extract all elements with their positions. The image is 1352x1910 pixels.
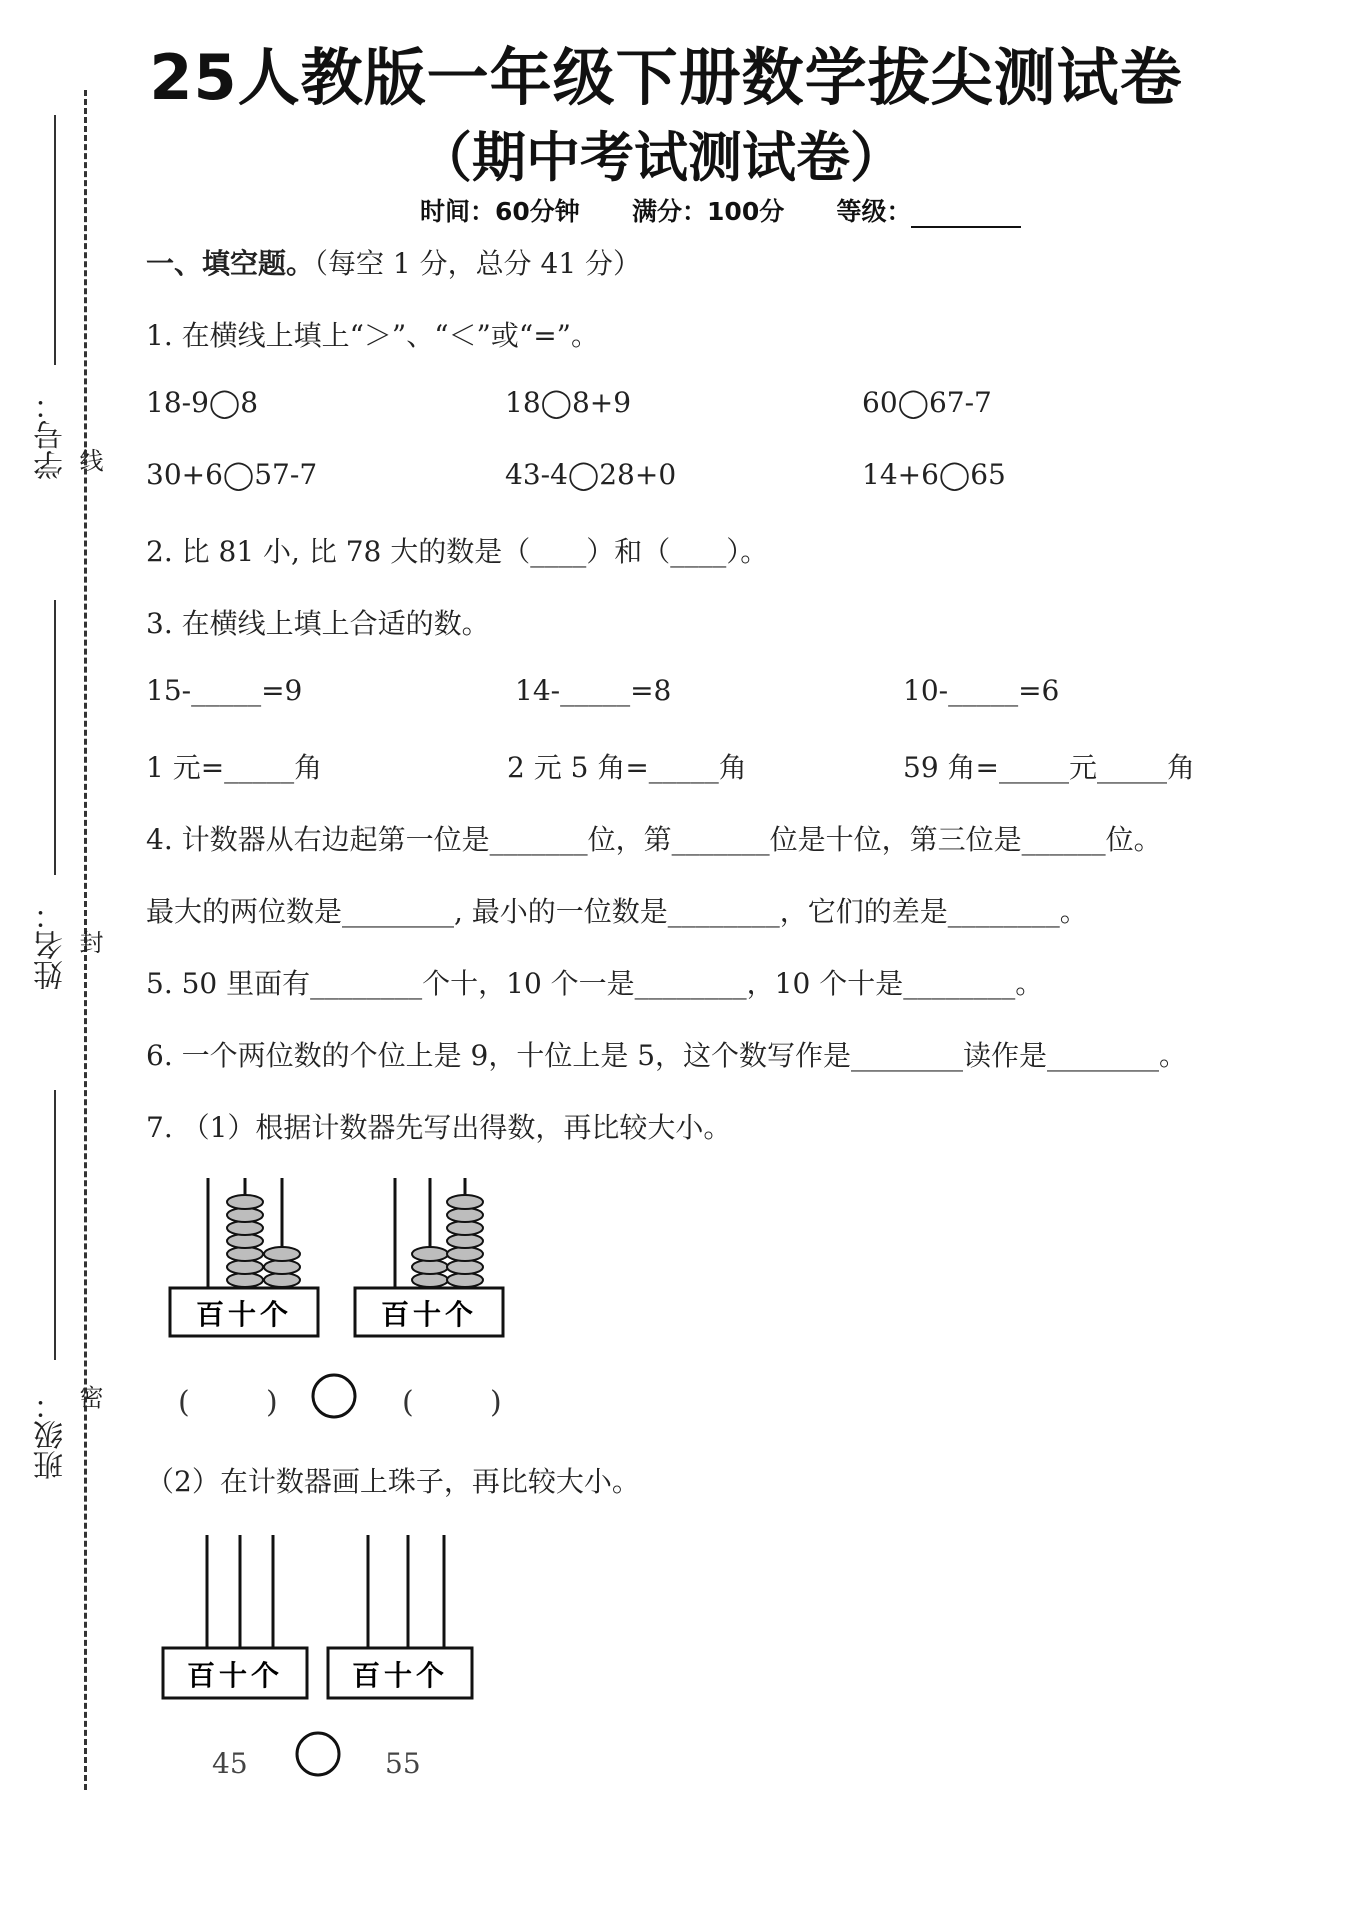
line-char: 线 <box>75 448 103 472</box>
q1-item[interactable]: 18◯8+9 <box>505 386 632 419</box>
seal-char: 封 <box>75 930 103 954</box>
section-heading <box>146 242 641 282</box>
abacus-bead <box>227 1247 263 1261</box>
q3-item[interactable]: 1 元=_____角 <box>146 751 323 784</box>
q4-line1: 4. 计数器从右边起第一位是_______位，第_______位是十位，第三位是______位。 <box>146 823 1162 856</box>
class-blank[interactable] <box>54 1090 56 1360</box>
q7-part1-prompt: 7. （1）根据计数器先写出得数，再比较大小。 <box>146 1111 732 1144</box>
q1-item[interactable]: 43-4◯28+0 <box>505 458 677 491</box>
abacus-3-label: 百十个 <box>186 1659 284 1692</box>
abacus-4-empty[interactable] <box>320 1530 480 1705</box>
page-title: 25人教版一年级下册数学拔尖测试卷 <box>149 41 1183 114</box>
abacus-bead <box>447 1195 483 1209</box>
abacus-3-empty[interactable] <box>155 1530 315 1705</box>
abacus-2-label: 百十个 <box>380 1298 478 1331</box>
exam-meta <box>420 192 1021 228</box>
q3-item[interactable]: 14-_____=8 <box>515 674 672 707</box>
abacus-bead <box>447 1247 483 1261</box>
abacus-bead <box>264 1260 300 1274</box>
q3-item[interactable]: 2 元 5 角=_____角 <box>507 751 747 784</box>
abacus-bead <box>227 1260 263 1274</box>
grade-blank[interactable] <box>911 204 1021 228</box>
abacus-bead <box>264 1247 300 1261</box>
abacus-bead <box>227 1208 263 1222</box>
abacus-1 <box>160 1170 335 1345</box>
number-right: 55 <box>385 1747 421 1780</box>
abacus-bead <box>447 1273 483 1287</box>
abacus-bead <box>412 1273 448 1287</box>
answer-left-blank[interactable]: ( ) <box>178 1385 278 1420</box>
abacus-1-label: 百十个 <box>195 1298 293 1331</box>
abacus-bead <box>227 1234 263 1248</box>
number-left: 45 <box>212 1747 248 1780</box>
abacus-2-beads <box>412 1195 483 1287</box>
abacus-bead <box>412 1247 448 1261</box>
exam-time: 时间：60分钟 <box>420 197 580 226</box>
q1-prompt: 1. 在横线上填上“＞”、“＜”或“=”。 <box>146 319 599 352</box>
student-id-label: 学号： <box>34 390 69 480</box>
exam-grade: 等级： <box>836 197 912 226</box>
compare-circle-2[interactable] <box>292 1728 344 1780</box>
q4-line2: 最大的两位数是________, 最小的一位数是________，它们的差是________。 <box>146 895 1088 928</box>
abacus-bead <box>447 1260 483 1274</box>
abacus-bead <box>447 1208 483 1222</box>
abacus-bead <box>447 1221 483 1235</box>
q1-item[interactable]: 14+6◯65 <box>862 458 1006 491</box>
compare-circle-1[interactable] <box>308 1370 360 1422</box>
q1-item[interactable]: 60◯67-7 <box>862 386 992 419</box>
answer-right-blank[interactable]: ( ) <box>402 1385 502 1420</box>
secret-char: 密 <box>75 1385 103 1409</box>
q3-item[interactable]: 10-_____=6 <box>903 674 1060 707</box>
q3-item[interactable]: 15-_____=9 <box>146 674 303 707</box>
q3-item[interactable]: 59 角=_____元_____角 <box>903 751 1195 784</box>
q3-prompt: 3. 在横线上填上合适的数。 <box>146 607 490 640</box>
section-title: 一、填空题。 <box>146 247 315 280</box>
q7-part2-prompt: （2）在计数器画上珠子，再比较大小。 <box>146 1465 640 1498</box>
exam-score: 满分：100分 <box>632 197 785 226</box>
abacus-1-beads <box>227 1195 300 1287</box>
abacus-bead <box>227 1221 263 1235</box>
q2-text: 2. 比 81 小, 比 78 大的数是（____）和（____）。 <box>146 535 769 568</box>
abacus-bead <box>447 1234 483 1248</box>
abacus-2 <box>345 1170 520 1345</box>
abacus-bead <box>227 1195 263 1209</box>
q5-text: 5. 50 里面有________个十，10 个一是________，10 个十是________。 <box>146 967 1044 1000</box>
q1-item[interactable]: 18-9◯8 <box>146 386 259 419</box>
name-label: 姓名： <box>34 900 69 990</box>
page-subtitle: （期中考试测试卷） <box>418 126 904 189</box>
abacus-bead <box>412 1260 448 1274</box>
abacus-bead <box>227 1273 263 1287</box>
name-blank[interactable] <box>54 600 56 875</box>
q6-text: 6. 一个两位数的个位上是 9，十位上是 5，这个数写作是________读作是________。 <box>146 1039 1188 1072</box>
abacus-4-label: 百十个 <box>351 1659 449 1692</box>
section-note: （每空 1 分，总分 41 分） <box>314 247 642 280</box>
abacus-bead <box>264 1273 300 1287</box>
q1-item[interactable]: 30+6◯57-7 <box>146 458 318 491</box>
class-label: 班级： <box>34 1390 69 1480</box>
